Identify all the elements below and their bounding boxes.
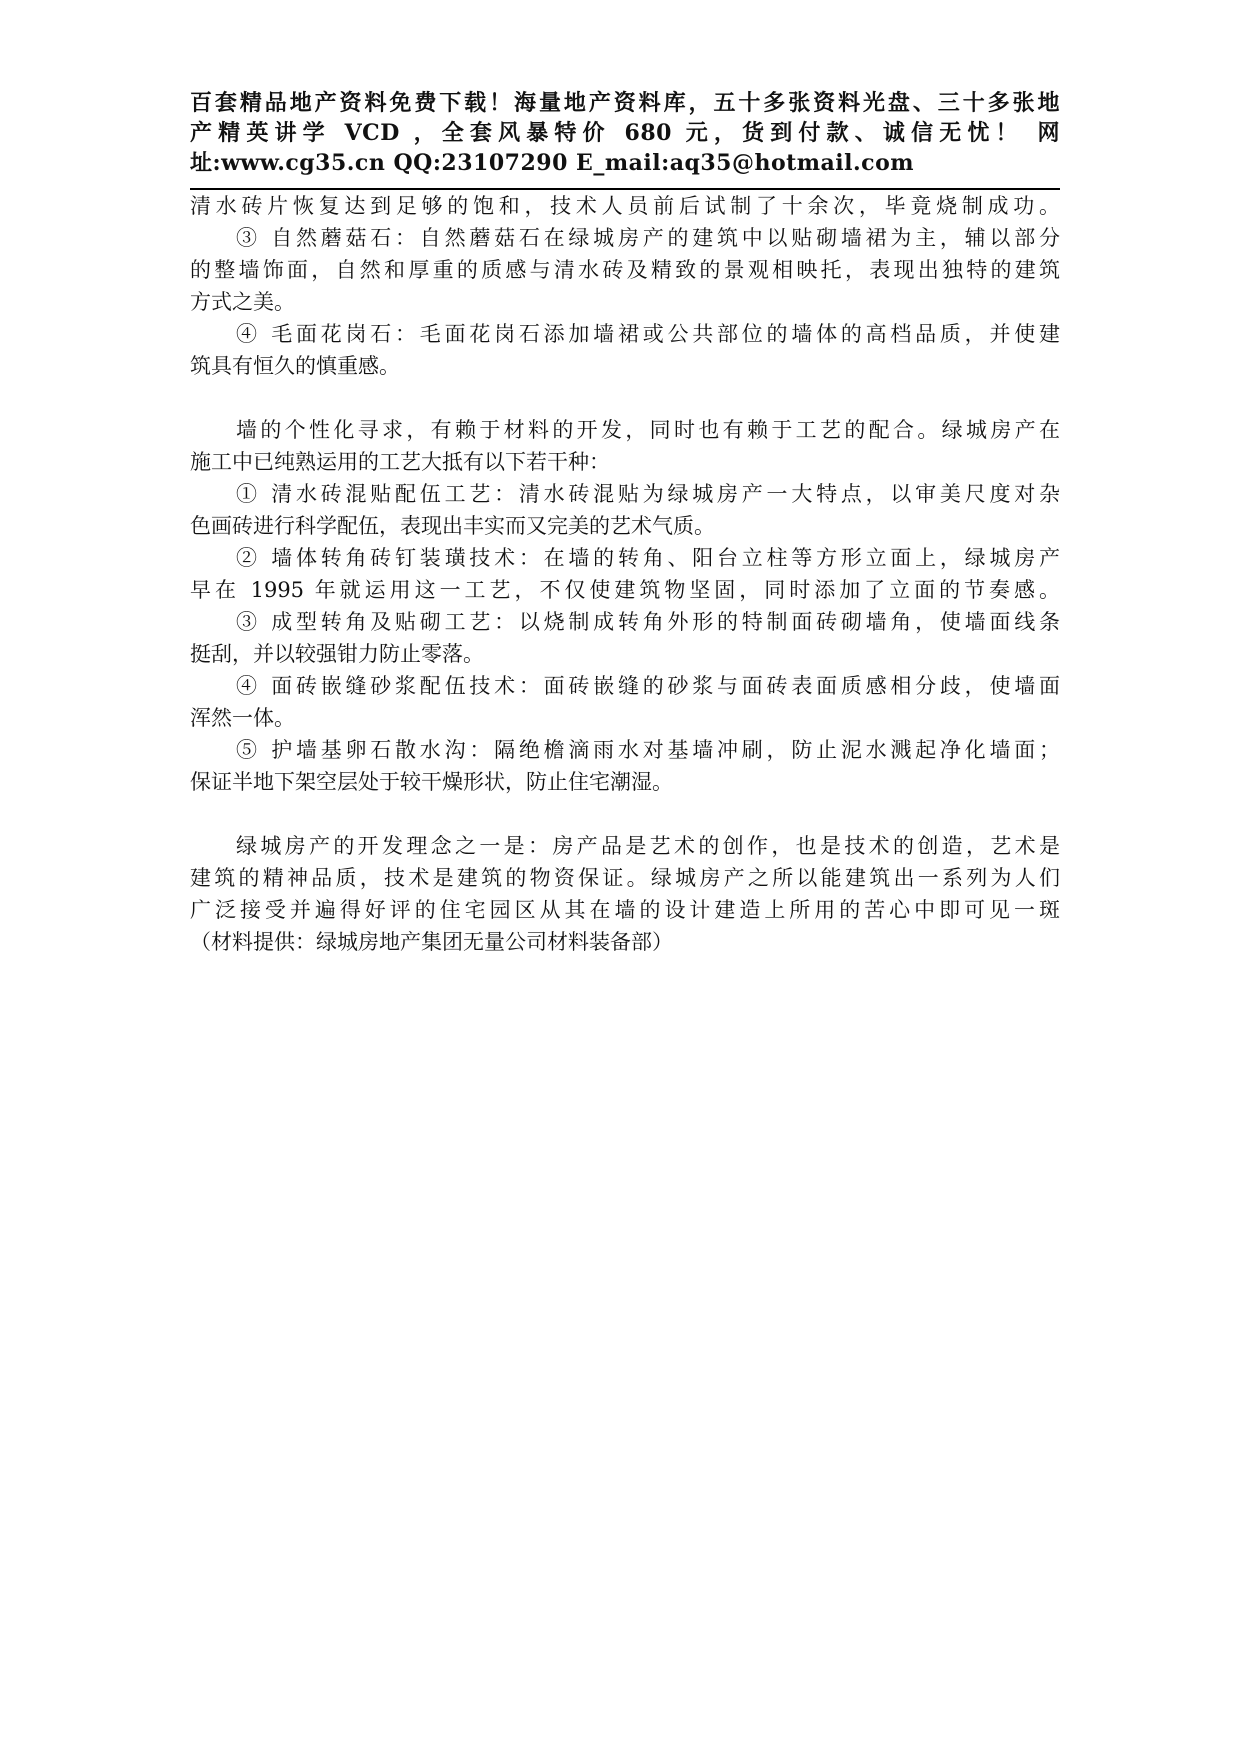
paragraph-line: ④ 面砖嵌缝砂浆配伍技术：面砖嵌缝的砂浆与面砖表面质感相分歧，使墙面 [236,674,1060,698]
paragraph-line: 建筑的精神品质，技术是建筑的物资保证。绿城房产之所以能建筑出一系列为人们 [190,866,1060,890]
paragraph-line: ④ 毛面花岗石：毛面花岗石添加墙裙或公共部位的墙体的高档品质，并使建 [236,322,1060,346]
paragraph-line: 方式之美。 [190,290,295,314]
paragraph-line: ③ 成型转角及贴砌工艺：以烧制成转角外形的特制面砖砌墙角，使墙面线条 [236,610,1060,634]
paragraph-gap [190,798,1060,830]
header-line-2: 产精英讲学 VCD ，全套风暴特价 680 元，货到付款、诚信无忧！ 网 [190,120,1060,146]
paragraph-gap [190,382,1060,414]
paragraph-line: 浑然一体。 [190,706,295,730]
paragraph-line: （材料提供：绿城房地产集团无量公司材料装备部） [190,930,673,954]
body-text [190,190,1060,958]
header-line-1: 百套精品地产资料免费下载！海量地产资料库，五十多张资料光盘、三十多张地 [190,90,1060,116]
paragraph-line: ③ 自然蘑菇石：自然蘑菇石在绿城房产的建筑中以贴砌墙裙为主，辅以部分 [236,226,1060,250]
paragraph-line: ① 清水砖混贴配伍工艺：清水砖混贴为绿城房产一大特点，以审美尺度对杂 [236,482,1060,506]
paragraph-line: 清水砖片恢复达到足够的饱和，技术人员前后试制了十余次，毕竟烧制成功。 [190,194,1060,218]
paragraph-line: 挺刮，并以较强钳力防止零落。 [190,642,484,666]
paragraph-line: 施工中已纯熟运用的工艺大抵有以下若干种： [190,450,610,474]
paragraph-line: 色画砖进行科学配伍，表现出丰实而又完美的艺术气质。 [190,514,715,538]
paragraph-line: 绿城房产的开发理念之一是：房产品是艺术的创作，也是技术的创造，艺术是 [236,834,1060,858]
header-line-3: 址:www.cg35.cn QQ:23107290 E_mail:aq35@hotmail.com [190,150,915,176]
paragraph-line: 早在 1995 年就运用这一工艺，不仅使建筑物坚固，同时添加了立面的节奏感。 [190,578,1060,602]
paragraph-line: 保证半地下架空层处于较干燥形状，防止住宅潮湿。 [190,770,673,794]
paragraph-line: 墙的个性化寻求，有赖于材料的开发，同时也有赖于工艺的配合。绿城房产在 [236,418,1060,442]
paragraph-line: ⑤ 护墙基卵石散水沟：隔绝檐滴雨水对基墙冲刷，防止泥水溅起净化墙面； [236,738,1060,762]
paragraph-line: 的整墙饰面，自然和厚重的质感与清水砖及精致的景观相映托，表现出独特的建筑 [190,258,1060,282]
paragraph-line: ② 墙体转角砖钉装璜技术：在墙的转角、阳台立柱等方形立面上，绿城房产 [236,546,1060,570]
paragraph-line: 广泛接受并遍得好评的住宅园区从其在墙的设计建造上所用的苦心中即可见一斑 [190,898,1060,922]
paragraph-line: 筑具有恒久的慎重感。 [190,354,400,378]
page-header [190,88,1060,178]
